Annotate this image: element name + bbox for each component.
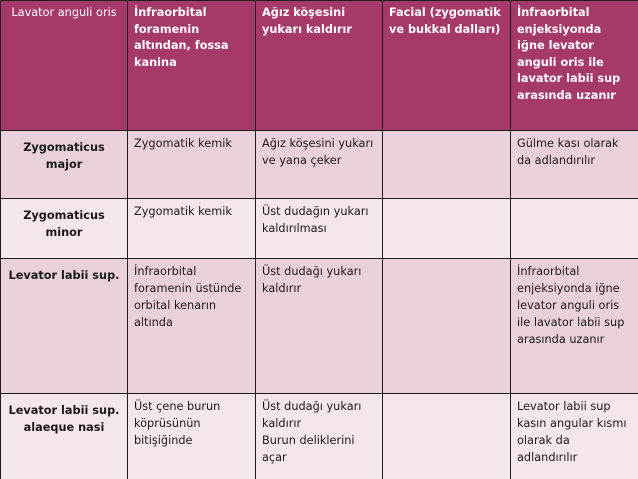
table-row: [1, 131, 638, 199]
nerve-cell: [383, 394, 511, 479]
table-header-row: [1, 1, 638, 131]
action-line-1: Üst dudağı yukarı kaldırır: [262, 400, 362, 430]
action-cell: Ağız köşesini yukarı ve yana çeker: [256, 131, 383, 199]
header-note-cell: İnfraorbital enjeksiyonda iğne levator anguli oris ile lavator labii sup arasında uzanır: [511, 1, 638, 131]
table-row: [1, 199, 638, 259]
origin-cell: Zygomatik kemik: [128, 131, 256, 199]
action-line-2: Burun deliklerini açar: [262, 434, 355, 464]
origin-cell: Üst çene burun köprüsünün bitişiğinde: [128, 394, 256, 479]
origin-cell: İnfraorbital foramenin üstünde orbital kenarın altında: [128, 259, 256, 394]
note-cell: Gülme kası olarak da adlandırılır: [511, 131, 638, 199]
action-cell: Üst dudağın yukarı kaldırılması: [256, 199, 383, 259]
nerve-cell: [383, 131, 511, 199]
nerve-cell: [383, 199, 511, 259]
action-cell: [256, 394, 383, 479]
muscle-name-cell: Zygomaticus major: [1, 131, 128, 199]
table-row: [1, 259, 638, 394]
note-cell: Levator labii sup kasın angular kısmı olarak da adlandırılır: [511, 394, 638, 479]
header-muscle-cell: Lavator anguli oris: [1, 1, 128, 131]
table-row: [1, 394, 638, 479]
header-nerve-cell: Facial (zygomatik ve bukkal dalları): [383, 1, 511, 131]
header-origin-cell: İnfraorbital foramenin altından, fossa kanina: [128, 1, 256, 131]
muscle-name-cell: Zygomaticus minor: [1, 199, 128, 259]
nerve-cell: [383, 259, 511, 394]
note-cell: İnfraorbital enjeksiyonda iğne levator anguli oris ile lavator labii sup arasında uzanır: [511, 259, 638, 394]
action-cell: Üst dudağı yukarı kaldırır: [256, 259, 383, 394]
header-action-cell: Ağız köşesini yukarı kaldırır: [256, 1, 383, 131]
note-cell: [511, 199, 638, 259]
muscle-name-cell: Levator labii sup.: [1, 259, 128, 394]
muscle-name-cell: Levator labii sup. alaeque nasi: [1, 394, 128, 479]
origin-cell: Zygomatik kemik: [128, 199, 256, 259]
